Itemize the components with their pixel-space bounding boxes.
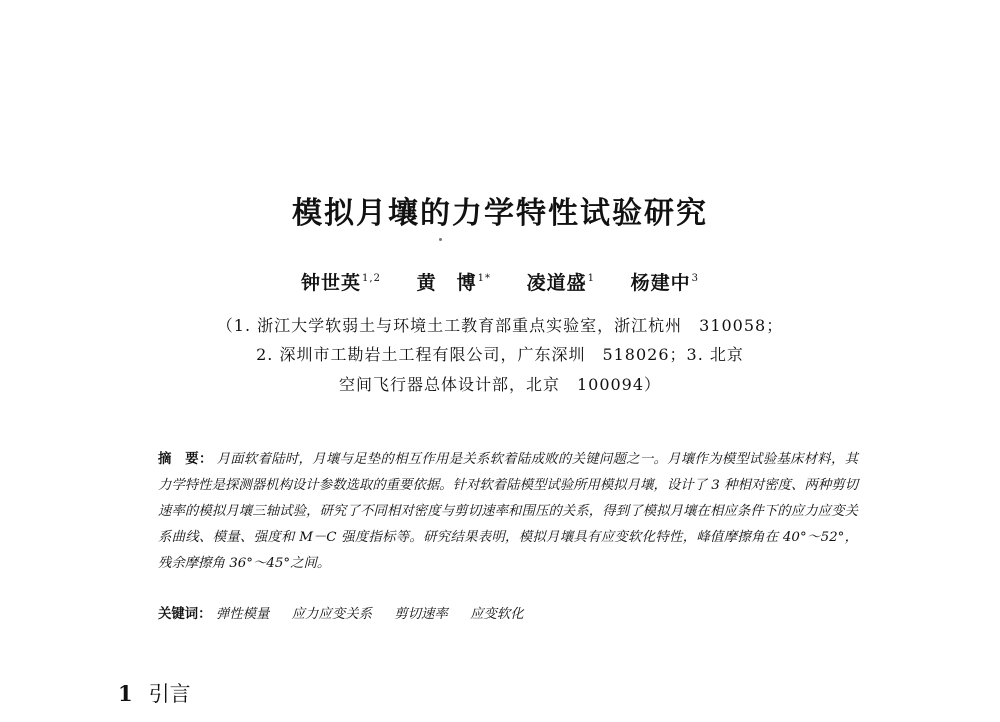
author-name: 钟世英 — [301, 272, 362, 294]
keyword-item: 弹性模量 — [215, 607, 270, 622]
affiliation-line-2: 2. 深圳市工勘岩土工程有限公司，广东深圳 518026；3. 北京 — [256, 345, 744, 364]
section-number: 1 — [118, 681, 133, 706]
section-heading — [118, 678, 191, 708]
paper-title: 模拟月壤的力学特性试验研究 — [292, 196, 708, 231]
author-name: 杨建中 — [630, 272, 691, 294]
author-2 — [417, 268, 491, 295]
affiliation-line-3: 空间飞行器总体设计部，北京 100094） — [338, 375, 662, 394]
author-affil-sup: 3 — [691, 273, 699, 284]
author-name: 黄 博 — [416, 272, 477, 294]
author-4 — [631, 268, 699, 295]
keywords-label: 关键词： — [158, 607, 212, 622]
abstract-label: 摘 要： — [158, 452, 213, 467]
keyword-item: 应力应变关系 — [291, 607, 372, 622]
author-list — [0, 268, 1000, 295]
abstract — [158, 447, 858, 577]
keyword-item: 应变软化 — [470, 607, 524, 622]
author-1 — [301, 268, 381, 295]
title-dot-mark — [439, 238, 442, 241]
keywords — [158, 603, 858, 622]
keyword-item: 剪切速率 — [394, 607, 448, 622]
author-name: 凌道盛 — [526, 272, 587, 294]
author-affil-sup: 1 — [587, 273, 595, 284]
author-affil-sup: 1* — [477, 273, 491, 284]
section-title: 引言 — [148, 682, 191, 706]
affiliation-line-1: （1. 浙江大学软弱土与环境土工教育部重点实验室，浙江杭州 310058； — [216, 316, 784, 335]
author-affil-sup: 1,2 — [362, 273, 381, 284]
abstract-text: 月面软着陆时，月壤与足垫的相互作用是关系软着陆成败的关键问题之一。月壤作为模型试验基床材料，其力学特性是探测器机构设计参数选取的重要依据。针对软着陆模型试验所用模拟月壤，设计了 3 种相对密度、两种剪切速率的模拟月壤三轴试验，研究了不同相对密度与剪切速率和围压的关系，得到了模拟月壤在相应条件下的应力应变关系曲线、模量、强度和 M－C 强度指标等。研究结果表明，模拟月壤具有应变软化特性，峰值摩擦角在 40°～52°，残余摩擦角 36°～45°之间。 — [158, 452, 858, 571]
author-3 — [527, 268, 595, 295]
